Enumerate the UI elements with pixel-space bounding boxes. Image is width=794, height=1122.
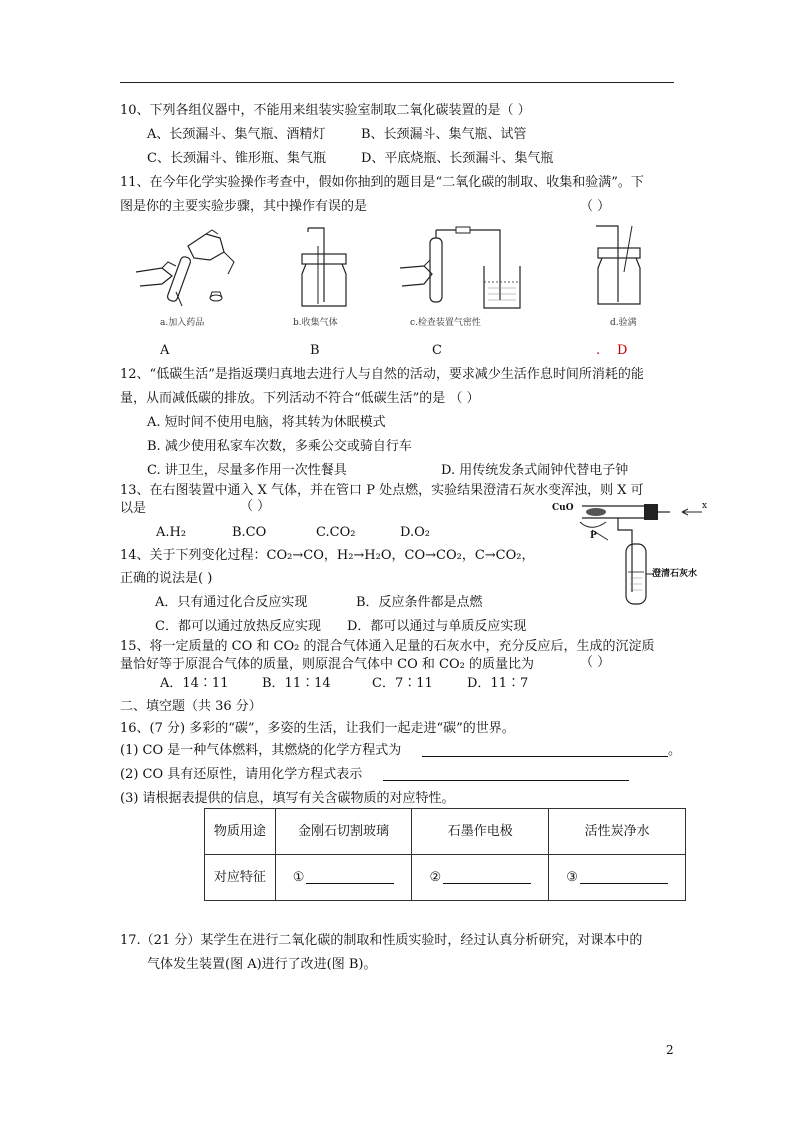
q15-option-b: B．11∶14	[262, 676, 331, 691]
q14-option-b: B．反应条件都是点燃	[356, 595, 483, 610]
q13-line1: 13、在右图装置中通入 X 气体，并在管口 P 处点燃，实验结果澄清石灰水变浑浊，则 X 可	[120, 483, 644, 498]
table-cell-3[interactable]	[549, 855, 686, 901]
table-row-label: 对应特征	[205, 855, 276, 901]
figure-verifying-full	[592, 222, 652, 308]
figure-label-x: x	[702, 501, 708, 511]
figure-caption-b: b.收集气体	[293, 318, 338, 328]
q12-option-b: B. 减少使用私家车次数，多乘公交或骑自行车	[147, 439, 412, 454]
q16-part2: (2) CO 具有还原性，请用化学方程式表示	[120, 767, 363, 782]
figure-caption-c: c.检查装置气密性	[410, 318, 481, 328]
q12-option-a: A. 短时间不使用电脑，将其转为休眠模式	[147, 415, 386, 430]
q10-option-b: B、长颈漏斗、集气瓶、试管	[361, 127, 527, 142]
q16-part1-end: 。	[668, 743, 682, 758]
q16-part3: (3) 请根据表提供的信息，填写有关含碳物质的对应特性。	[120, 791, 455, 806]
q12-option-d: D. 用传统发条式闹钟代替电子钟	[441, 463, 629, 478]
q15-line1: 15、将一定质量的 CO 和 CO₂ 的混合气体通入足量的石灰水中，充分反应后，生成的沉淀质	[120, 639, 655, 654]
q13-answer-paren: （ ）	[240, 499, 271, 514]
table-header-use: 物质用途	[205, 809, 276, 855]
blank-marker-1: ①	[292, 870, 305, 885]
q17-line2: 气体发生装置(图 A)进行了改进(图 B)。	[147, 957, 377, 972]
figure-caption-a: a.加入药品	[160, 318, 205, 328]
q11-line1: 11、在今年化学实验操作考查中，假如你抽到的题目是“二氧化碳的制取、收集和验满”。下	[120, 175, 644, 190]
answer-blank-1[interactable]	[306, 871, 394, 884]
figure-label-cuo: CuO	[552, 503, 574, 513]
q14-option-d: D．都可以通过与单质反应实现	[347, 619, 527, 634]
answer-letter-b: B	[310, 343, 320, 358]
table-cell-2[interactable]	[412, 855, 549, 901]
q16-stem: 16、(7 分) 多彩的“碳”，多姿的生活，让我们一起走进“碳”的世界。	[120, 721, 515, 736]
q13-line2: 以是	[120, 501, 147, 516]
figure-caption-d: d.验满	[610, 318, 637, 328]
table-cell-1[interactable]	[275, 855, 412, 901]
answer-letter-c: C	[432, 343, 442, 358]
q13-option-b: B.CO	[232, 525, 267, 540]
q10-option-c: C、长颈漏斗、锥形瓶、集气瓶	[147, 151, 326, 166]
page-number: 2	[666, 1043, 674, 1057]
answer-letter-d: D	[617, 343, 628, 358]
q10-stem: 10、下列各组仪器中，不能用来组装实验室制取二氧化碳装置的是（ ）	[120, 103, 531, 118]
answer-blank-2[interactable]	[443, 871, 531, 884]
q13-option-d: D.O₂	[400, 525, 430, 540]
q12-line2: 量，从而减低碳的排放。下列活动不符合“低碳生活”的是 （ ）	[120, 391, 480, 406]
q16-part2-blank[interactable]	[383, 780, 629, 781]
blank-marker-3: ③	[566, 870, 578, 885]
table-row	[205, 855, 686, 901]
figure-adding-reagent	[132, 226, 242, 314]
blank-marker-2: ②	[429, 870, 442, 885]
q14-option-a: A．只有通过化合反应实现	[155, 595, 308, 610]
table-header-graphite: 石墨作电极	[412, 809, 549, 855]
figure-airtightness-check	[396, 222, 524, 312]
table-header-diamond: 金刚石切割玻璃	[275, 809, 412, 855]
q10-option-d: D、平底烧瓶、长颈漏斗、集气瓶	[361, 151, 554, 166]
answer-letter-d-dot: .	[596, 343, 601, 358]
table-header-activated-carbon: 活性炭净水	[549, 809, 686, 855]
q15-option-a: A．14∶11	[160, 676, 229, 691]
q14-line2: 正确的说法是( )	[120, 571, 213, 586]
q15-option-d: D．11∶7	[467, 676, 529, 691]
q12-line1: 12、“低碳生活”是指返璞归真地去进行人与自然的活动，要求减少生活作息时间所消耗的能	[120, 367, 644, 382]
carbon-properties-table	[204, 808, 686, 901]
figure-label-limewater: 澄清石灰水	[652, 569, 698, 579]
figure-label-p: P	[590, 531, 597, 541]
q13-option-c: C.CO₂	[316, 525, 356, 540]
figure-co-reduction-apparatus	[552, 500, 712, 608]
answer-letter-a: A	[160, 343, 170, 358]
figure-collecting-gas	[294, 224, 354, 310]
q17-line1: 17.（21 分）某学生在进行二氧化碳的制取和性质实验时，经过认真分析研究，对课本中的	[120, 933, 643, 948]
q16-part1-blank[interactable]	[422, 756, 668, 757]
q15-line2: 量恰好等于原混合气体的质量，则原混合气体中 CO 和 CO₂ 的质量比为	[120, 657, 534, 672]
q11-line2: 图是你的主要实验步骤，其中操作有误的是	[120, 199, 368, 214]
q14-line1: 14、关于下列变化过程：CO₂→CO，H₂→H₂O，CO→CO₂，C→CO₂，	[120, 548, 535, 563]
q15-answer-paren: （ ）	[580, 655, 611, 670]
q11-answer-paren: （ ）	[580, 199, 611, 214]
answer-blank-3[interactable]	[580, 871, 668, 884]
table-header-row	[205, 809, 686, 855]
header-rule	[120, 82, 674, 83]
q10-option-a: A、长颈漏斗、集气瓶、酒精灯	[147, 127, 326, 142]
section-heading: 二、填空题（共 36 分）	[120, 699, 262, 714]
q15-option-c: C．7∶11	[372, 676, 433, 691]
q12-option-c: C. 讲卫生，尽量多作用一次性餐具	[147, 463, 347, 478]
q16-part1: (1) CO 是一种气体燃料，其燃烧的化学方程式为	[120, 743, 402, 758]
q14-option-c: C．都可以通过放热反应实现	[155, 619, 321, 634]
q13-option-a: A.H₂	[156, 525, 187, 540]
